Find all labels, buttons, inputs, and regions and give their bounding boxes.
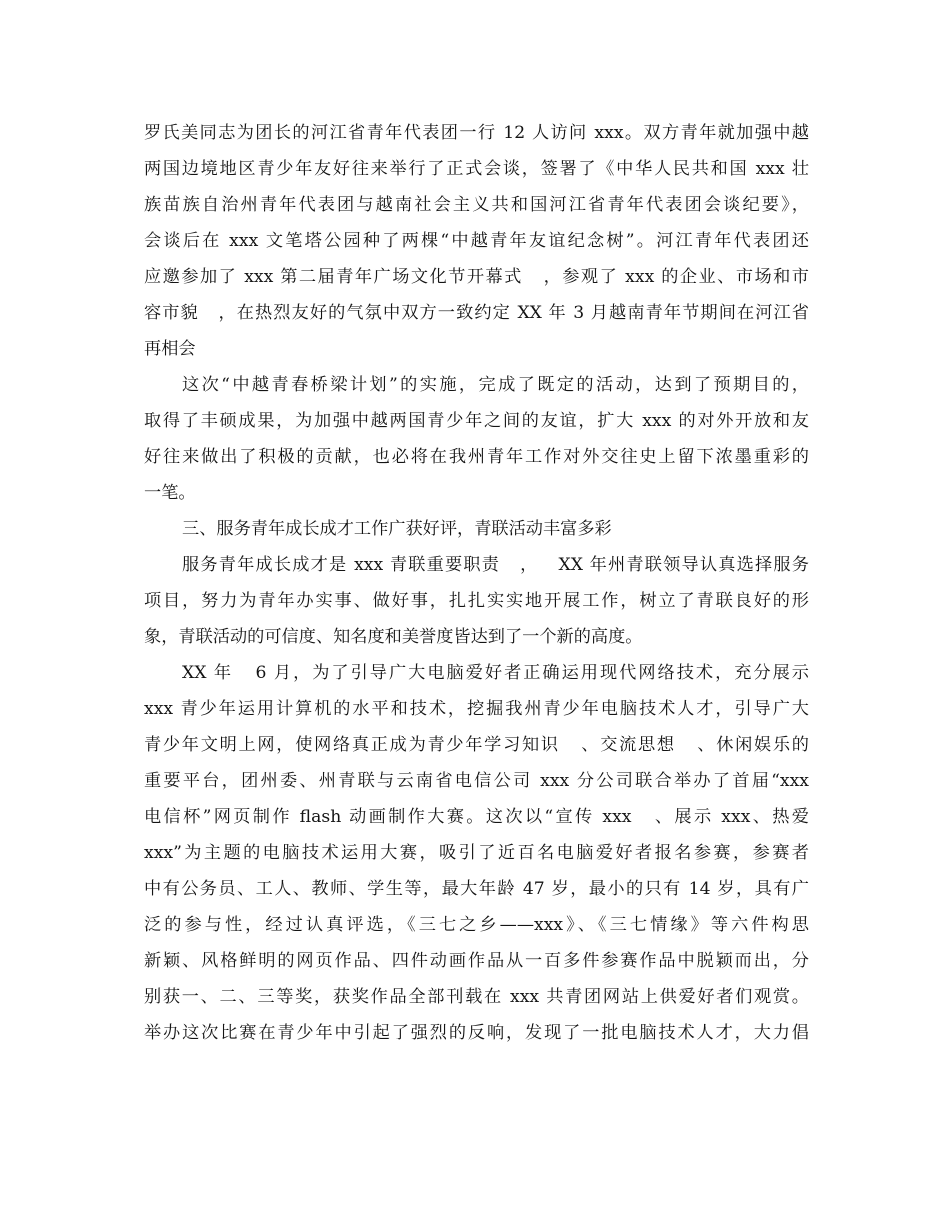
text-line: xxx 青少年运用计算机的水平和技术，挖掘我州青少年电脑技术人才，引导广大 — [144, 699, 809, 719]
text-line: 青少年文明上网，使网络真正成为青少年学习知识 、交流思想 、休闲娱乐的 — [144, 735, 809, 755]
text-line: 这次“中越青春桥梁计划”的实施，完成了既定的活动，达到了预期目的， — [182, 375, 809, 395]
text-line: 电信杯”网页制作 flash 动画制作大赛。这次以“宣传 xxx 、展示 xxx、热爱 — [144, 807, 809, 827]
text-line: 服务青年成长成才是 xxx 青联重要职责 ， XX 年州青联领导认真选择服务 — [182, 555, 809, 575]
text-line: 新颖、风格鲜明的网页作品、四件动画作品从一百多件参赛作品中脱颖而出，分 — [144, 951, 809, 971]
text-line: 中有公务员、工人、教师、学生等，最大年龄 47 岁，最小的只有 14 岁，具有广 — [144, 879, 809, 899]
text-line: 取得了丰硕成果，为加强中越两国青少年之间的友谊，扩大 xxx 的对外开放和友 — [144, 411, 809, 431]
text-line: 别获一、二、三等奖，获奖作品全部刊载在 xxx 共青团网站上供爱好者们观赏。 — [144, 987, 809, 1007]
document-body — [144, 115, 809, 1051]
text-line: 象，青联活动的可信度、知名度和美誉度皆达到了一个新的高度。 — [144, 627, 643, 647]
text-line: 族苗族自治州青年代表团与越南社会主义共和国河江省青年代表团会谈纪要》， — [144, 195, 809, 215]
text-line: 会谈后在 xxx 文笔塔公园种了两棵“中越青年友谊纪念树”。河江青年代表团还 — [144, 231, 809, 251]
text-line: 举办这次比赛在青少年中引起了强烈的反响，发现了一批电脑技术人才，大力倡 — [144, 1023, 809, 1043]
text-line: XX 年 6 月，为了引导广大电脑爱好者正确运用现代网络技术，充分展示 — [182, 663, 809, 683]
text-line: 两国边境地区青少年友好往来举行了正式会谈，签署了《中华人民共和国 xxx 壮 — [144, 159, 809, 179]
text-line: 容市貌 ，在热烈友好的气氛中双方一致约定 XX 年 3 月越南青年节期间在河江省 — [144, 303, 809, 323]
text-line: 再相会 — [144, 339, 196, 359]
text-line: 好往来做出了积极的贡献，也必将在我州青年工作对外交往史上留下浓墨重彩的 — [144, 447, 809, 467]
section-heading: 三、服务青年成长成才工作广获好评，青联活动丰富多彩 — [182, 519, 612, 539]
text-line: 重要平台，团州委、州青联与云南省电信公司 xxx 分公司联合举办了首届“xxx — [144, 771, 809, 791]
text-line: 泛的参与性，经过认真评选，《三七之乡——xxx》、《三七情缘》等六件构思 — [144, 915, 809, 935]
text-line: xxx”为主题的电脑技术运用大赛，吸引了近百名电脑爱好者报名参赛，参赛者 — [144, 843, 809, 863]
text-line: 罗氏美同志为团长的河江省青年代表团一行 12 人访问 xxx。双方青年就加强中越 — [144, 123, 809, 143]
text-line: 应邀参加了 xxx 第二届青年广场文化节开幕式 ，参观了 xxx 的企业、市场和市 — [144, 267, 809, 287]
text-line: 项目，努力为青年办实事、做好事，扎扎实实地开展工作，树立了青联良好的形 — [144, 591, 809, 611]
text-line: 一笔。 — [144, 483, 196, 503]
